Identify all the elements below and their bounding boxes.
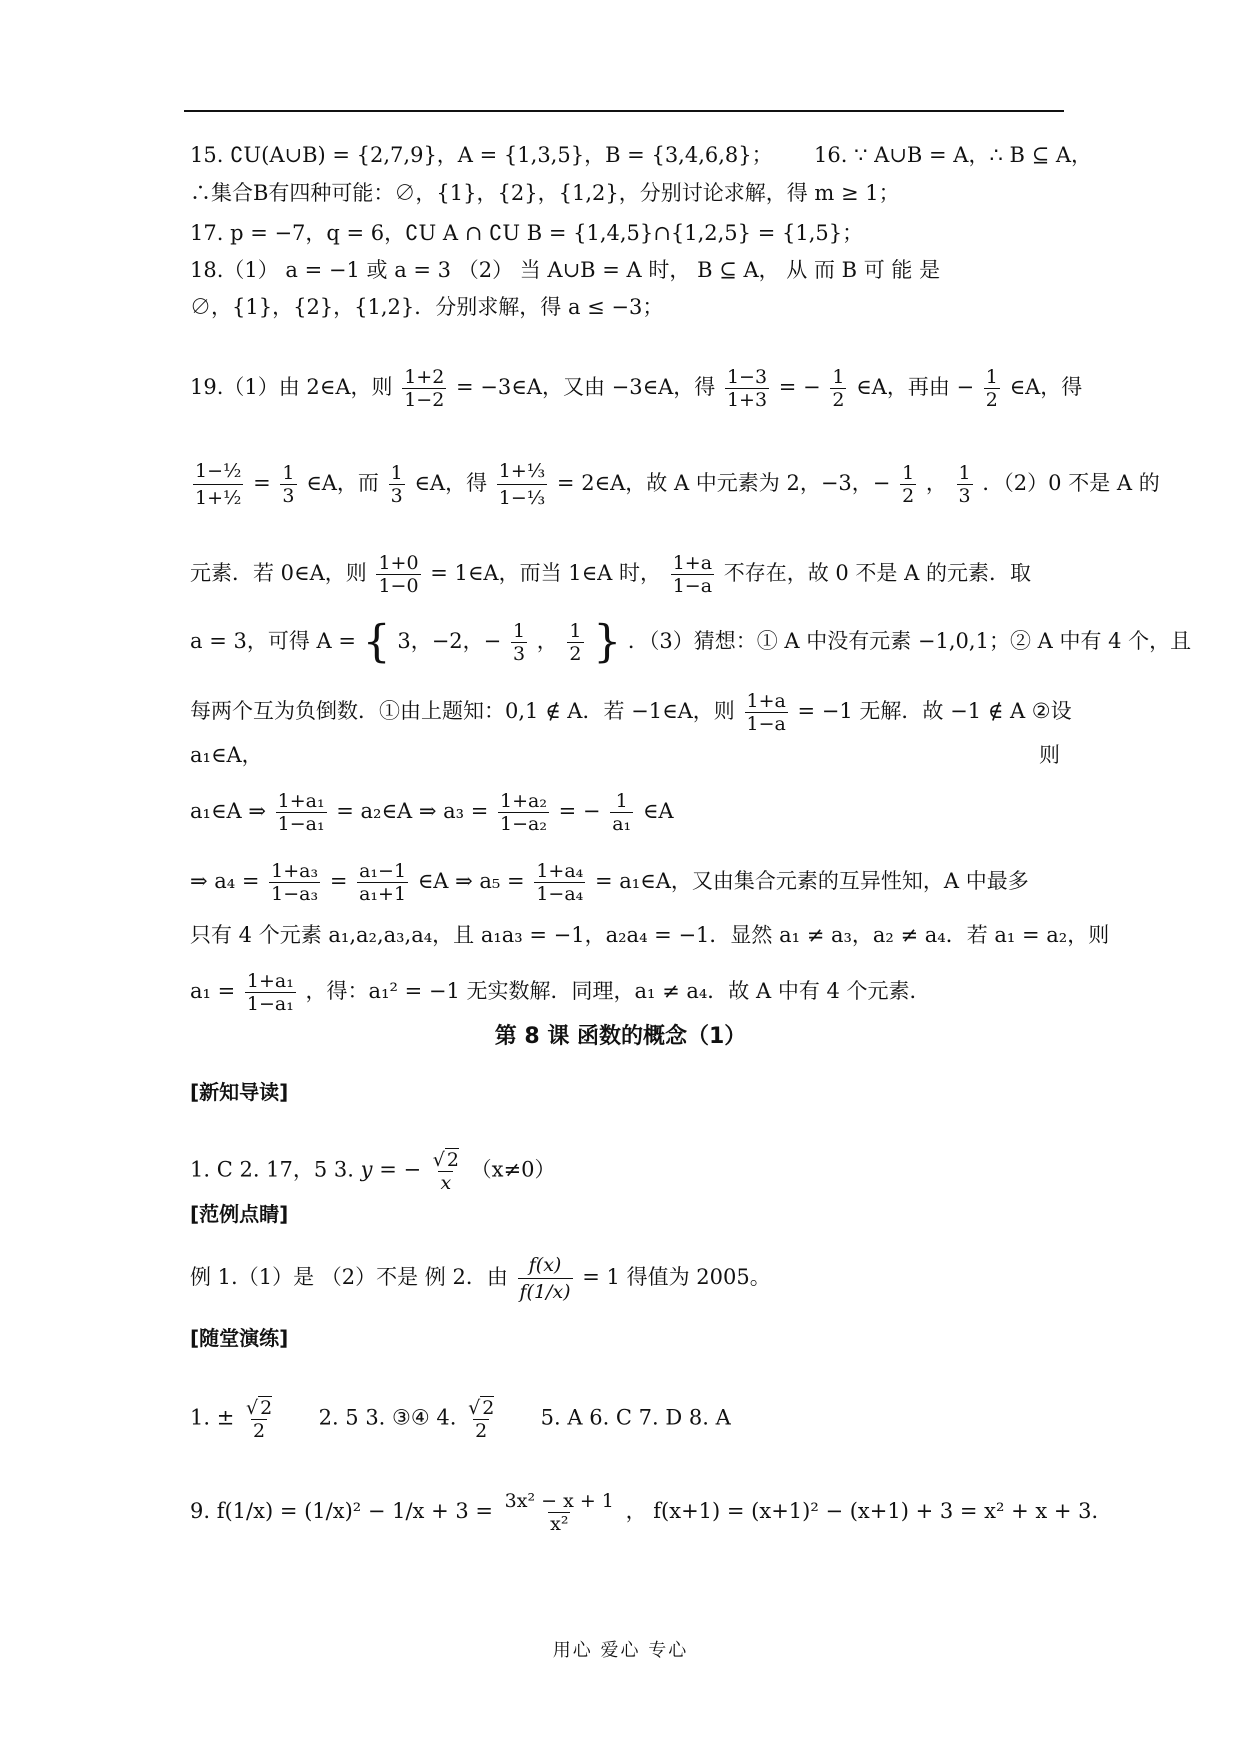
fraction: $\frac{\text{1+⅓}}{\text{1−⅓}}$ xyxy=(498,460,546,509)
answer-19-line-9: 只有 4 个元素 a₁,a₂,a₃,a₄，且 a₁a₃ = −1，a₂a₄ = −1．显然 a₁ ≠ a₃，a₂ ≠ a₄．若 a₁ = a₂，则 xyxy=(190,923,1110,947)
fraction: $\frac{√ 2}{2}$ xyxy=(246,1397,273,1442)
fraction: $\frac{1+a}{1-a}$ xyxy=(672,552,713,597)
fraction: $\frac{1}{3}$ xyxy=(282,462,295,507)
answer-19-line-2: $\frac{\text{1−½}}{\text{1+½}}$ = $\frac{1}{3}$ ∈A，而 $\frac{1}{3}$ ∈A，得 $\frac{\text{1+⅓}}{\text{1−⅓}}$ = 2∈A，故 A 中元素为 2，−3，− $\frac{1}{2}$ ， $\frac{1}{3}$ ．（2）0 不是 A 的 xyxy=(195,460,1160,509)
answer-15: 15. ∁U(A∪B) = {2,7,9}，A = {1,3,5}，B = {3,4,6,8}； xyxy=(190,143,773,167)
fraction: $\frac{1}{3}$ xyxy=(512,620,526,665)
answer-19-line-4: a = 3，可得 A = { 3，−2，− $\frac{1}{3}$ ， $\frac{1}{2}$ } ．（3）猜想：① A 中没有元素 −1,0,1；② A 中有 4 个，且 xyxy=(190,616,1192,668)
answer-16: 16. ∵ A∪B = A，∴ B ⊆ A， xyxy=(814,143,1093,167)
answer-16-cont: ∴集合B有四种可能：∅，{1}，{2}，{1,2}，分别讨论求解，得 m ≥ 1； xyxy=(190,181,900,205)
fraction: $\frac{1}{2}$ xyxy=(985,366,998,411)
fraction: $\frac{1}{3}$ xyxy=(958,462,971,507)
fraction: $\frac{1}{2}$ xyxy=(832,366,845,411)
answer-15-16 xyxy=(190,140,1093,170)
answer-18: 18.（1） a = −1 或 a = 3 （2） 当 A∪B = A 时， B ⊆ A， 从 而 B 可 能 是 xyxy=(190,258,941,282)
fraction: $\frac{\text{1+a₁}}{\text{1−a₁}}$ xyxy=(246,970,294,1015)
fraction: $\frac{√ 2}{2}$ xyxy=(468,1397,495,1442)
page-footer: 用心 爱心 专心 xyxy=(552,1640,689,1661)
fraction: $\frac{1-3}{1+3}$ xyxy=(726,366,768,411)
answer-19-line-5: 每两个互为负倒数．①由上题知：0,1 ∉ A．若 −1∈A，则 $\frac{1+a}{1-a}$ = −1 无解．故 −1 ∉ A ②设 xyxy=(190,690,1072,735)
answer-19-line-7: a₁∈A ⇒ $\frac{\text{1+a₁}}{\text{1−a₁}}$ = a₂∈A ⇒ a₃ = $\frac{\text{1+a₂}}{\text{1−a₂}}$ = − $\frac{1}{\text{a₁}}$ ∈A xyxy=(190,790,674,835)
fraction: $\frac{1+0}{1-0}$ xyxy=(378,552,419,597)
answer-18-cont: ∅，{1}，{2}，{1,2}．分别求解，得 a ≤ −3； xyxy=(190,295,664,319)
fraction: $\frac{1}{2}$ xyxy=(902,462,915,507)
fraction: $\frac{\text{1+a₂}}{\text{1−a₂}}$ xyxy=(500,790,547,835)
fraction: $\frac{1}{3}$ xyxy=(390,462,403,507)
header-rule xyxy=(184,110,1064,112)
fraction: $\frac{1+2}{1-2}$ xyxy=(404,366,445,411)
fraction: $\frac{√ 2}{x}$ xyxy=(432,1149,459,1194)
fraction: $\frac{\text{1+a₃}}{\text{1−a₃}}$ xyxy=(271,860,319,905)
sd-answers: 1. ± $\frac{√ 2}{2}$ 2. 5 3. ③④ 4. $\frac{√ 2}{2}$ 5. A 6. C 7. D 8. A xyxy=(190,1397,731,1442)
answer-9: 9. f(1/x) = (1/x)² − 1/x + 3 = $\frac{\text{3x² − x + 1}}{\text{x²}}$ ， f(x+1) = (x+1)² − (x+1) + 3 = x² + x + 3． xyxy=(190,1490,1113,1535)
fraction: $\frac{f(x)}{f(1/x)}$ xyxy=(519,1254,571,1303)
fraction: $\frac{\text{a₁−1}}{\text{a₁+1}}$ xyxy=(359,860,407,905)
fl-answers: 例 1.（1）是 （2）不是 例 2．由 $\frac{f(x)}{f(1/x)}$ = 1 得值为 2005。 xyxy=(190,1254,771,1303)
answer-19-line-8: ⇒ a₄ = $\frac{\text{1+a₃}}{\text{1−a₃}}$ = $\frac{\text{a₁−1}}{\text{a₁+1}}$ ∈A ⇒ a₅ = $\frac{\text{1+a₄}}{\text{1−a₄}}$ = a₁∈A，又由集合元素的互异性知，A 中最多 xyxy=(190,860,1029,905)
fraction: $\frac{\text{3x² − x + 1}}{\text{x²}}$ xyxy=(504,1490,614,1535)
fraction: $\frac{1+a}{1-a}$ xyxy=(746,690,786,735)
answer-19-line-10: a₁ = $\frac{\text{1+a₁}}{\text{1−a₁}}$ ，得：a₁² = −1 无实数解．同理，a₁ ≠ a₄．故 A 中有 4 个元素． xyxy=(190,970,931,1015)
lesson-heading: 第 8 课 函数的概念（1） xyxy=(494,1024,747,1049)
fraction: $\frac{1}{2}$ xyxy=(569,620,582,665)
fraction: $\frac{\text{1+a₁}}{\text{1−a₁}}$ xyxy=(277,790,325,835)
answer-19-line-1: 19.（1）由 2∈A，则 $\frac{1+2}{1-2}$ = −3∈A，又由 −3∈A，得 $\frac{1-3}{1+3}$ = − $\frac{1}{2}$ ∈A，再由 − $\frac{1}{2}$ ∈A，得 xyxy=(190,366,1083,411)
fraction: $\frac{\text{1+a₄}}{\text{1−a₄}}$ xyxy=(536,860,584,905)
xz-answers: 1. C 2. 17，5 3. y = − $\frac{√ 2}{x}$ （x≠0） xyxy=(190,1149,556,1194)
answer-17: 17. p = −7，q = 6，∁U A ∩ ∁U B = {1,4,5}∩{1,2,5} = {1,5}； xyxy=(190,221,864,245)
section-title: [随堂演练] xyxy=(190,1326,289,1350)
answer-19-line-3: 元素．若 0∈A，则 $\frac{1+0}{1-0}$ = 1∈A，而当 1∈A 时， $\frac{1+a}{1-a}$ 不存在，故 0 不是 A 的元素．取 xyxy=(190,552,1031,597)
section-title: [新知导读] xyxy=(190,1080,289,1104)
fraction: $\frac{\text{1−½}}{\text{1+½}}$ xyxy=(195,460,242,509)
section-title: [范例点睛] xyxy=(190,1202,289,1226)
answer-19-line-6: a₁∈A， 则 xyxy=(190,743,1060,767)
fraction: $\frac{1}{\text{a₁}}$ xyxy=(612,790,632,835)
